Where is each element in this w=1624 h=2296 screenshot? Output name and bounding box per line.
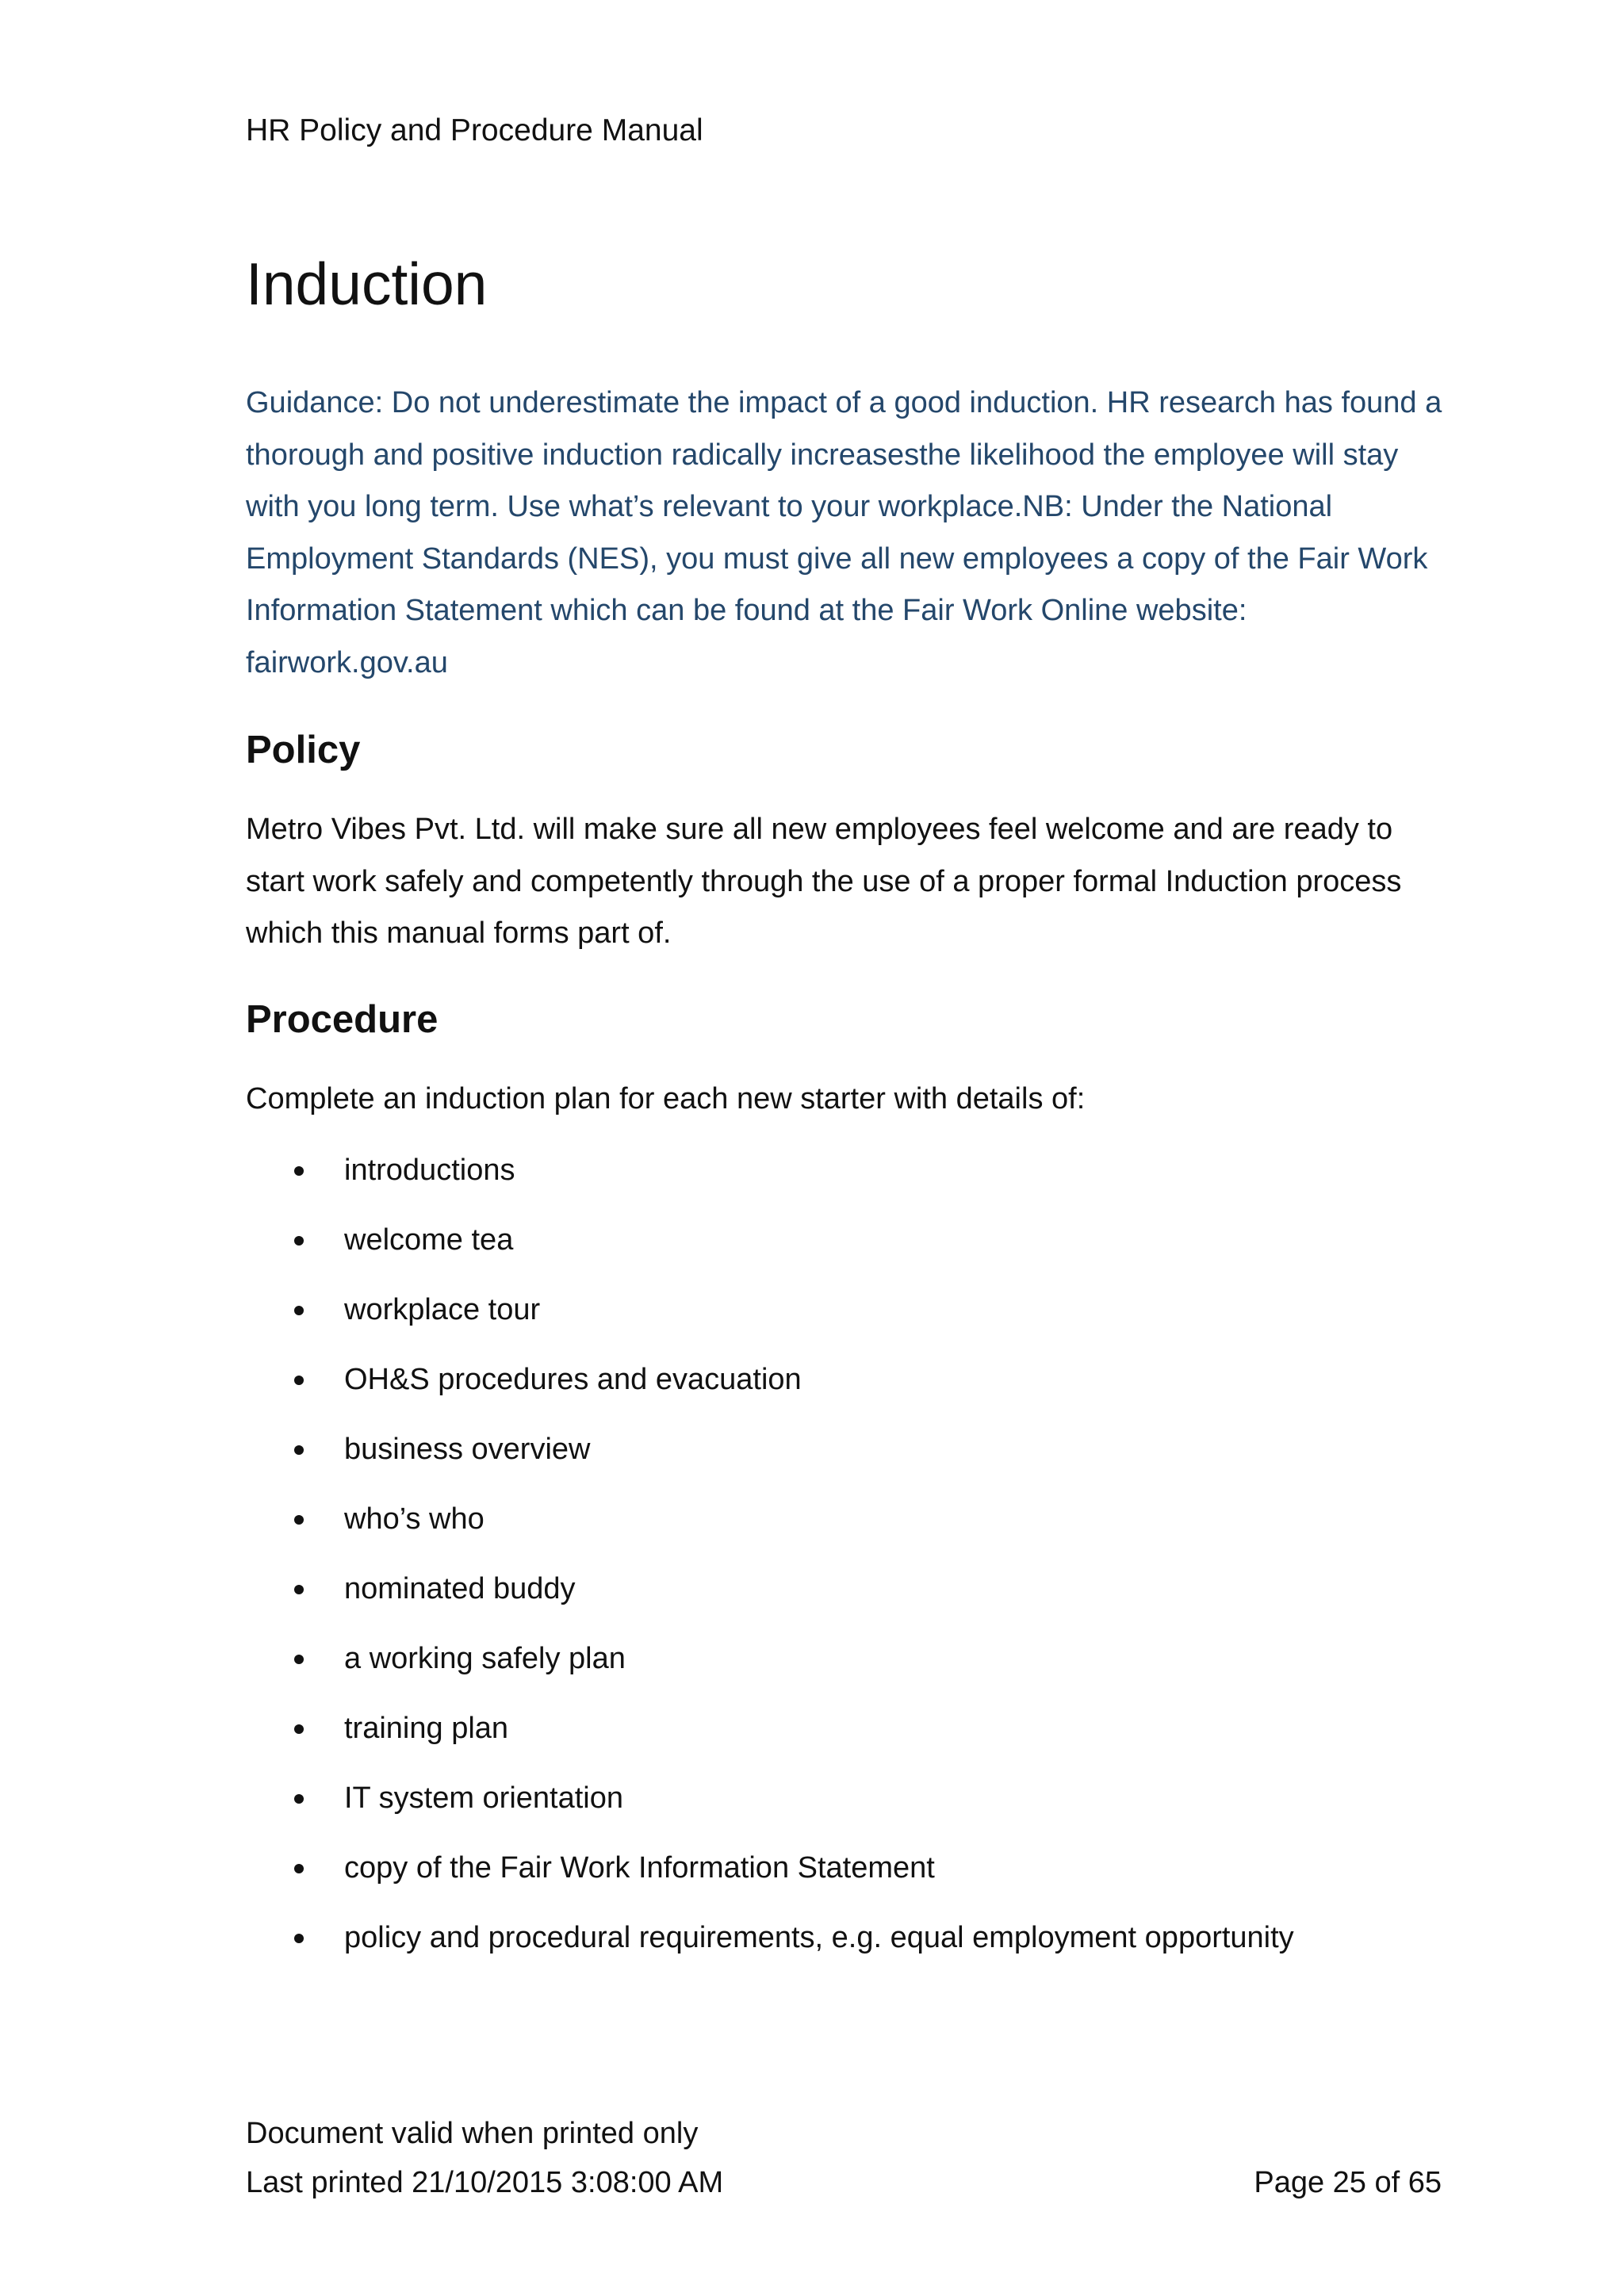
policy-heading: Policy: [246, 729, 361, 771]
procedure-heading: Procedure: [246, 998, 439, 1041]
last-printed: Last printed 21/10/2015 3:08:00 AM: [246, 2166, 724, 2199]
bullet-icon: [294, 1376, 304, 1385]
bullet-icon: [294, 1515, 304, 1525]
list-item-text: copy of the Fair Work Information Statement: [344, 1851, 935, 1885]
bullet-icon: [294, 1724, 304, 1734]
bullet-icon: [294, 1864, 304, 1873]
list-item-text: who’s who: [344, 1502, 485, 1536]
bullet-icon: [294, 1445, 304, 1455]
fairwork-link[interactable]: fairwork.gov.au: [246, 645, 448, 679]
list-item-text: OH&S procedures and evacuation: [344, 1363, 802, 1396]
procedure-intro: Complete an induction plan for each new starter with details of:: [246, 1082, 1086, 1115]
list-item: [246, 1705, 1515, 1774]
guidance-text: Guidance: Do not underestimate the impact of a good induction. HR research has found a thorough and positive induction radically increasesthe likelihood the employee will stay with you long term. Use what’s relevant to your workplace.NB: Under the National Employment Standards (NES), you must give all new employees a copy of the Fair Work Information Statement which can be found at the Fair Work Online website:: [246, 386, 1442, 627]
list-item: [246, 1146, 1515, 1216]
bullet-icon: [294, 1655, 304, 1664]
list-item-text: a working safely plan: [344, 1642, 626, 1675]
list-item-text: IT system orientation: [344, 1781, 624, 1815]
list-item: [246, 1635, 1515, 1705]
list-item: [246, 1286, 1515, 1356]
list-item-text: welcome tea: [344, 1223, 514, 1257]
bullet-icon: [294, 1794, 304, 1804]
list-item-text: training plan: [344, 1712, 509, 1745]
list-item: [246, 1216, 1515, 1286]
page-title: Induction: [246, 251, 488, 317]
list-item: [246, 1844, 1515, 1914]
bullet-icon: [294, 1585, 304, 1594]
policy-text: Metro Vibes Pvt. Ltd. will make sure all new employees feel welcome and are ready to start work safely and competently through the use of a proper formal Induction process which this manual forms part of.: [246, 813, 1402, 950]
list-item: [246, 1425, 1515, 1495]
list-item: [246, 1914, 1515, 1984]
list-item-text: introductions: [344, 1154, 515, 1187]
bullet-icon: [294, 1166, 304, 1176]
bullet-icon: [294, 1934, 304, 1943]
page-number: Page 25 of 65: [1254, 2166, 1442, 2199]
list-item-text: nominated buddy: [344, 1572, 576, 1605]
list-item-text: workplace tour: [344, 1293, 541, 1326]
list-item-text: policy and procedural requirements, e.g. equal employment opportunity: [344, 1921, 1294, 1954]
bullet-icon: [294, 1306, 304, 1315]
list-item: [246, 1356, 1515, 1425]
bullet-icon: [294, 1236, 304, 1246]
guidance-note: [246, 377, 1451, 689]
list-item-text: business overview: [344, 1433, 591, 1466]
procedure-list: [246, 1146, 1515, 1984]
running-header: HR Policy and Procedure Manual: [246, 113, 703, 147]
list-item: [246, 1495, 1515, 1565]
footer-note: Document valid when printed only: [246, 2117, 699, 2150]
list-item: [246, 1774, 1515, 1844]
list-item: [246, 1565, 1515, 1635]
